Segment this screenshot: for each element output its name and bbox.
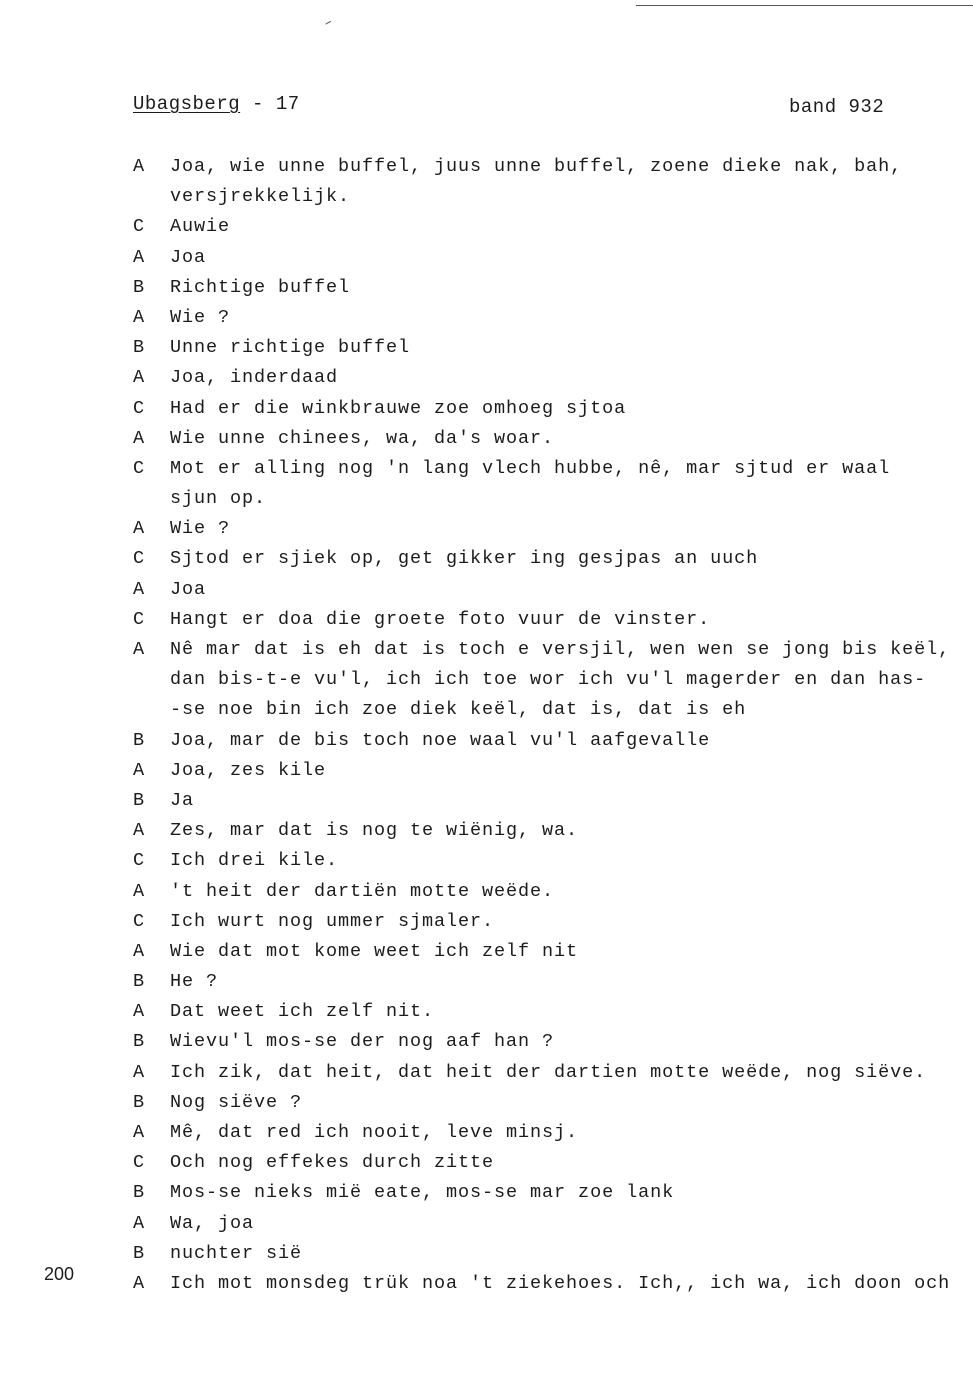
utterance-line: Wie dat mot kome weet ich zelf nit: [170, 940, 579, 962]
utterance: [170, 967, 970, 997]
speaker-label: C: [133, 910, 146, 932]
utterance-line: versjrekkelijk.: [170, 186, 351, 208]
utterance: [170, 1178, 970, 1208]
speaker-label: B: [133, 729, 146, 751]
transcript-turn: [0, 997, 973, 1027]
transcript-turn: [0, 877, 973, 907]
transcript-turn: [0, 1269, 973, 1299]
utterance-line: Joa, wie unne buffel, juus unne buffel, zoene dieke nak, bah,: [170, 156, 903, 177]
speaker-label: A: [133, 940, 146, 962]
utterance-line: Auwie: [170, 216, 231, 238]
utterance-line: He ?: [170, 971, 219, 993]
utterance-line: Mot er alling nog 'n lang vlech hubbe, nê, mar sjtud er waal: [170, 457, 891, 479]
speaker-label: A: [133, 427, 146, 449]
utterance-line: Nê mar dat is eh dat is toch e versjil, wen wen se jong bis keël,: [170, 639, 951, 660]
utterance: [170, 877, 970, 907]
speaker-label: B: [133, 1091, 146, 1113]
speaker-label: C: [133, 548, 146, 570]
utterance-line: Unne richtige buffel: [170, 337, 411, 359]
utterance-line: Wa, joa: [170, 1212, 255, 1234]
speaker-label: C: [133, 397, 146, 419]
utterance: [170, 1209, 970, 1239]
utterance: [170, 1058, 970, 1088]
utterance-line: Mê, dat red ich nooit, leve minsj.: [170, 1122, 579, 1143]
transcript-turn: [0, 424, 973, 454]
transcript-turn: [0, 394, 973, 424]
transcript-turn: [0, 1178, 973, 1208]
speaker-label: A: [133, 578, 146, 600]
utterance-line: Ja: [170, 789, 195, 811]
utterance-line: Mos-se nieks mië eate, mos-se mar zoe lank: [170, 1182, 675, 1204]
utterance-line: dan bis-t-e vu'l, ich ich toe wor ich vu'l magerder en dan has-: [170, 669, 927, 691]
utterance: [170, 846, 970, 876]
utterance-line: Sjtod er sjiek op, get gikker ing gesjpas an uuch: [170, 548, 759, 570]
utterance-line: 't heit der dartiën motte weëde.: [170, 880, 555, 902]
utterance: [170, 575, 970, 605]
header-separator: -: [240, 93, 276, 115]
transcript-turn: [0, 756, 973, 786]
utterance: [170, 1239, 970, 1269]
speaker-label: A: [133, 518, 146, 540]
speaker-label: A: [133, 1212, 146, 1234]
utterance-line: Joa, inderdaad: [170, 367, 339, 389]
transcript-turn: [0, 243, 973, 273]
page-number: 17: [275, 93, 300, 115]
utterance: [170, 605, 970, 635]
utterance-line: Had er die winkbrauwe zoe omhoeg sjtoa: [170, 397, 627, 419]
utterance-line: Dat weet ich zelf nit.: [170, 1001, 435, 1023]
speaker-label: A: [133, 1272, 146, 1294]
speaker-label: B: [133, 789, 146, 811]
utterance: [170, 786, 970, 816]
transcript-turn: [0, 937, 973, 967]
speaker-label: A: [133, 156, 146, 177]
utterance-line: Wievu'l mos-se der nog aaf han ?: [170, 1031, 555, 1053]
transcript-turn: [0, 907, 973, 937]
utterance-line: Hangt er doa die groete foto vuur de vinster.: [170, 608, 711, 630]
utterance-line: Ich mot monsdeg trük noa 't ziekehoes. Ich,, ich wa, ich doon och: [170, 1272, 951, 1294]
speaker-label: A: [133, 1122, 146, 1143]
transcript-turn: [0, 333, 973, 363]
utterance-line: Ich zik, dat heit, dat heit der dartien motte weëde, nog siëve.: [170, 1061, 927, 1083]
utterance-line: Joa, mar de bis toch noe waal vu'l aafgevalle: [170, 729, 711, 751]
transcript-turn: [0, 846, 973, 876]
transcript-turn: [0, 1148, 973, 1178]
transcript-turn: [0, 1118, 973, 1148]
utterance-line: Wie unne chinees, wa, da's woar.: [170, 427, 555, 449]
transcript-turn: [0, 1088, 973, 1118]
speaker-label: B: [133, 971, 146, 993]
transcript-turn: [0, 514, 973, 544]
transcript-turn: [0, 1209, 973, 1239]
transcript-turn: [0, 152, 973, 212]
band-number: band 932: [789, 96, 885, 118]
utterance-line: sjun op.: [170, 488, 267, 510]
utterance-line: Och nog effekes durch zitte: [170, 1152, 495, 1174]
utterance-line: Ich wurt nog ummer sjmaler.: [170, 910, 495, 932]
utterance: [170, 333, 970, 363]
speaker-label: B: [133, 1242, 146, 1264]
speaker-label: C: [133, 216, 146, 238]
speaker-label: B: [133, 337, 146, 359]
speaker-label: C: [133, 850, 146, 872]
speaker-label: A: [133, 246, 146, 268]
transcript-turn: [0, 1027, 973, 1057]
speaker-label: A: [133, 1001, 146, 1023]
transcript-turn: [0, 363, 973, 393]
speaker-label: A: [133, 759, 146, 781]
transcript-turn: [0, 726, 973, 756]
utterance-line: Joa, zes kile: [170, 759, 327, 781]
utterance: [170, 907, 970, 937]
utterance: [170, 514, 970, 544]
utterance: [170, 1088, 970, 1118]
speaker-label: A: [133, 367, 146, 389]
speaker-label: C: [133, 608, 146, 630]
transcript-turn: [0, 273, 973, 303]
speaker-label: C: [133, 1152, 146, 1174]
utterance: [170, 544, 970, 574]
speaker-label: A: [133, 820, 146, 842]
utterance: [170, 1148, 970, 1178]
utterance: [170, 937, 970, 967]
utterance: [170, 454, 970, 514]
utterance-line: Joa: [170, 246, 207, 268]
transcript-turn: [0, 605, 973, 635]
transcript-turn: [0, 816, 973, 846]
speaker-label: B: [133, 276, 146, 298]
utterance-line: Nog siëve ?: [170, 1091, 303, 1113]
utterance-line: -se noe bin ich zoe diek keël, dat is, dat is eh: [170, 699, 747, 721]
utterance: [170, 726, 970, 756]
transcript-turn: [0, 786, 973, 816]
utterance: [170, 152, 970, 212]
utterance: [170, 243, 970, 273]
utterance: [170, 273, 970, 303]
transcript-turn: [0, 544, 973, 574]
stray-mark: [325, 21, 332, 27]
place-name: Ubagsberg: [133, 93, 241, 115]
transcript-turn: [0, 454, 973, 514]
transcript-turn: [0, 575, 973, 605]
utterance: [170, 816, 970, 846]
utterance: [170, 635, 970, 726]
utterance-line: Wie ?: [170, 518, 231, 540]
speaker-label: A: [133, 1061, 146, 1083]
speaker-label: C: [133, 457, 146, 479]
speaker-label: A: [133, 639, 146, 660]
utterance-line: Ich drei kile.: [170, 850, 339, 872]
utterance: [170, 1118, 970, 1148]
utterance: [170, 424, 970, 454]
utterance-line: Richtige buffel: [170, 276, 351, 298]
margin-line-number: 200: [44, 1264, 75, 1284]
utterance-line: Zes, mar dat is nog te wiënig, wa.: [170, 820, 579, 842]
page-header: [133, 93, 300, 115]
transcript-turn: [0, 1239, 973, 1269]
transcript-turn: [0, 212, 973, 242]
utterance: [170, 1027, 970, 1057]
utterance: [170, 394, 970, 424]
utterance: [170, 756, 970, 786]
transcript-turn: [0, 1058, 973, 1088]
utterance-line: Joa: [170, 578, 207, 600]
speaker-label: A: [133, 880, 146, 902]
top-rule: [636, 5, 973, 6]
speaker-label: A: [133, 306, 146, 328]
utterance-line: nuchter sië: [170, 1242, 303, 1264]
utterance: [170, 1269, 970, 1299]
transcript-turn: [0, 635, 973, 726]
speaker-label: B: [133, 1182, 146, 1204]
utterance: [170, 212, 970, 242]
utterance: [170, 997, 970, 1027]
utterance-line: Wie ?: [170, 306, 231, 328]
speaker-label: B: [133, 1031, 146, 1053]
transcript-turn: [0, 303, 973, 333]
transcript-turn: [0, 967, 973, 997]
utterance: [170, 363, 970, 393]
utterance: [170, 303, 970, 333]
transcript: [0, 152, 973, 1299]
